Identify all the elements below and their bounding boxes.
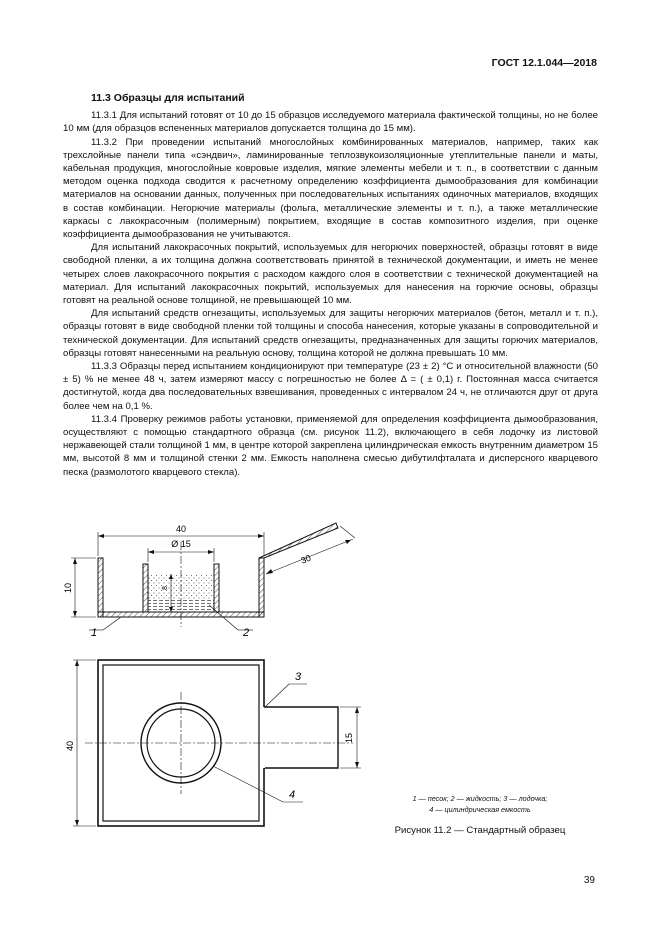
legend-line-2: 4 — цилиндрическая емкость [429,804,531,814]
legend-line-1: 1 — песок; 2 — жидкость; 3 — лодочка; [412,794,548,803]
boat-handle [259,523,338,558]
dim-handle-15: 15 [344,732,354,744]
section-title: 11.3 Образцы для испытаний [91,92,245,104]
document-header: ГОСТ 12.1.044—2018 [491,57,597,69]
plan-handle [264,707,338,768]
paragraph-11-3-4: 11.3.4 Проверку режимов работы установки, применяемой для определения коэффициента дымообразования, осуществляют с помощью стандартного образца (см. рисунок 11.2), включающего в себя лодочку из листовой нержавеющей стали толщиной 1 мм, в центре которой закреплена цилиндрическая емкость внутренним диаметром 15 мм, высотой 8 мм и толщиной стенки 2 мм. Емкость наполнена смесью дибутилфталата и дисперсного кварцевого песка (размолотого кварцевого стекла). [63,413,598,478]
section-body [63,92,598,479]
page-number: 39 [583,875,595,886]
dim-height-10: 10 [63,582,73,594]
paragraph-fire-protection: Для испытаний средств огнезащиты, используемых для защиты негорючих материалов (бетон, металл и т. п.), образцы готовят в виде свободной пленки той толщины и способа нанесения, которые указаны в сопроводительной и технической документации. Для испытаний средств огнезащиты, предназначенных для защиты горючих материалов, образцы готовят нанесенными на реальную основу, толщина которой не должна превышать 10 мм. [63,308,598,359]
callout-2: 2 [243,627,250,639]
vessel-right-wall [214,564,219,612]
paragraph-11-3-1: 11.3.1 Для испытаний готовят от 10 до 15 образцов исследуемого материала фактической толщины, но не более 10 мм (для образцов вспененных материалов допускается толщина до 15 мм). [63,110,598,135]
callout-3: 3 [295,671,302,683]
vessel-left-wall [143,564,148,612]
paragraph-coatings: Для испытаний лакокрасочных покрытий, используемых для негорючих поверхностей, образцы готовят в виде свободной пленки, а их толщина должна соответствовать принятой в технической документации, и иметь не менее четырех слоев лакокрасочного покрытия с расходом каждого слоя в соответствии с технической документацией на материал. Для испытаний лакокрасочных покрытий, используемых для нанесения на горючие основы, образцы готовят на реальной основе толщиной, не превышающей 10 мм. [63,242,598,307]
section-view [63,523,355,639]
boat-left-wall [98,558,103,617]
plan-view [65,660,361,826]
dim-handle-30: 30 [299,552,313,566]
paragraph-11-3-3: 11.3.3 Образцы перед испытанием кондиционируют при температуре (23 ± 2) °С и относительной влажности (50 ± 5) % не менее 48 ч, затем измеряют массу с погрешностью не более Δ = ( ± 0,1) г. Постоянная масса считается достигнутой, когда два последовательных взвешивания, проведенных с интервалом 24 ч, не отличаются друг от друга более чем на 0,1 %. [63,361,598,412]
figure-legend [386,794,574,815]
boat-right-wall [259,558,264,617]
paragraph-11-3-2: 11.3.2 При проведении испытаний многослойных комбинированных материалов, например, таких как трехслойные панели типа «сэндвич», ламинированные теплозвукоизоляционные утеплительные панели и маты, кабельная продукция, многослойные ковровые изделия, мягкие элементы мебели и т. п., в соответствии с данным методом оценка подхода сводится к расчетному определению коэффициента дымообразования для комбинации материалов на основании данных, полученных при последовательных испытаниях одиночных материалов, входящих в состав комбинации. Негорючие материалы (фольга, металлические элементы и т. п.), а также металлические каркасы с лакокрасочным (полимерным) покрытием, входящие в состав композитного изделия, при оценке коэффициента дымообразования не учитываются. [63,136,598,241]
dim-width-40: 40 [175,524,187,534]
callout-1: 1 [91,627,98,639]
figure-caption: Рисунок 11.2 — Стандартный образец [394,825,566,836]
standard-sample-drawing [63,512,463,832]
dim-diameter-15: Ø 15 [171,539,191,549]
dim-side-40: 40 [65,740,75,752]
callout-4: 4 [289,789,296,801]
dim-inner-8: 8 [162,586,169,590]
